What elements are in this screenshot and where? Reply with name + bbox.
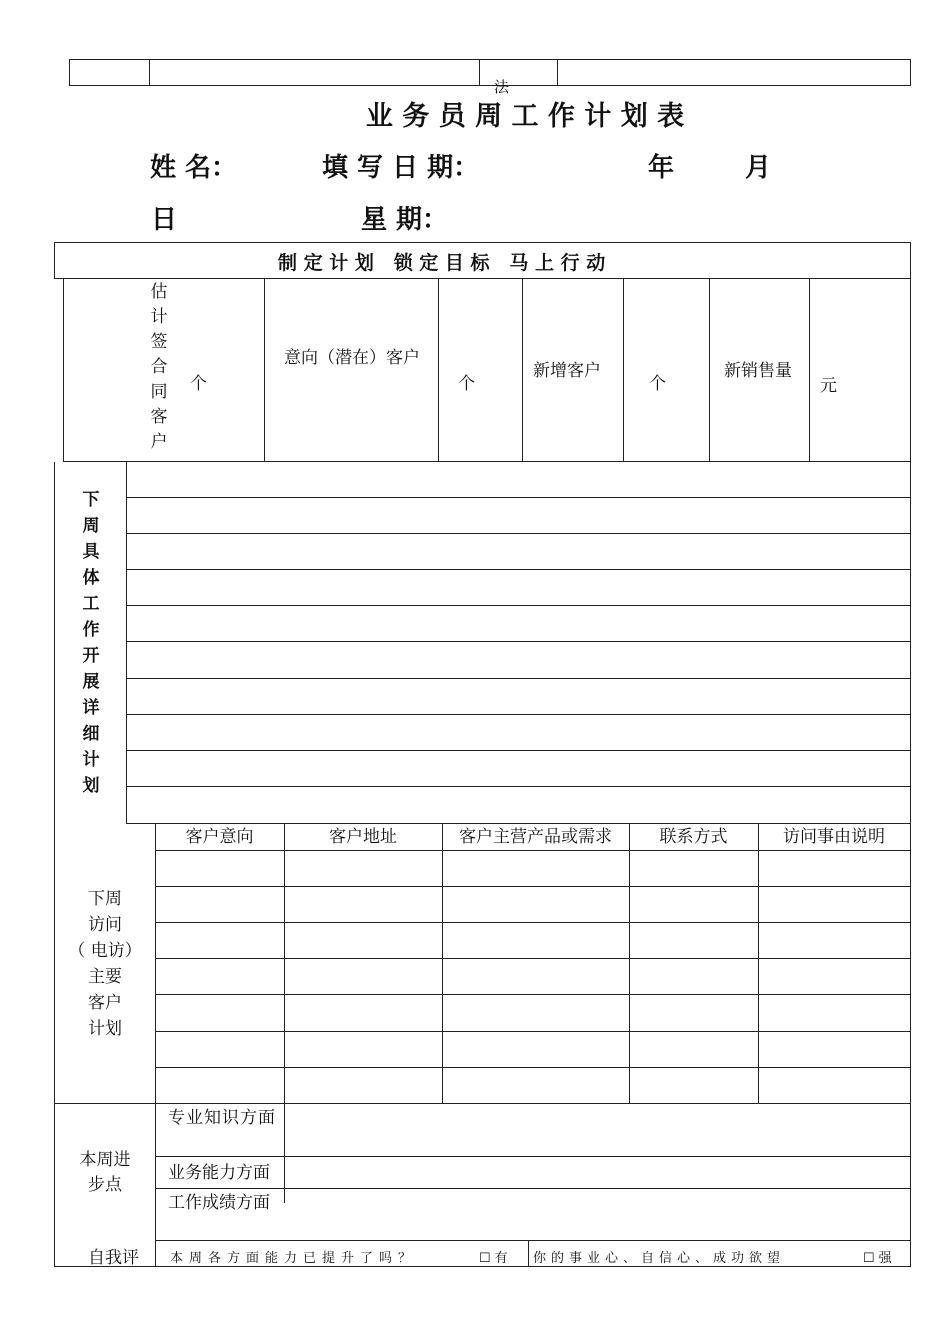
name-label: 姓 名： [150,153,238,183]
new-sales-unit: 元 [820,376,837,396]
progress-results: 工作成绩方面 [168,1193,270,1213]
new-customer-label: 新增客户 [533,361,601,381]
sign-contract-label: 估 计 签 合 同 客 户 [150,282,168,452]
col-customer-address: 客户地址 [329,827,397,847]
top-fragment-text: 法 [494,78,510,96]
self-eval-q2-box: ☐强 [863,1251,896,1266]
banner-text: 制 定 计 划 锁 定 目 标 马 上 行 动 [278,252,606,274]
self-eval-label: 自我评 [88,1248,139,1268]
work-plan-label: 下 周 具 体 工 作 开 展 详 细 计 划 [82,490,100,796]
self-eval-q1: 本周各方面能力已提升了吗？ [170,1251,418,1266]
intent-label: 意向（潜在）客户 [284,348,420,368]
day-label: 日 [151,205,178,235]
col-customer-intent: 客户意向 [185,827,254,847]
sign-unit: 个 [190,374,207,394]
self-eval-q1-box: ☐有 [479,1251,512,1266]
new-customer-unit: 个 [649,374,666,394]
year-label: 年 [648,153,675,183]
col-contact: 联系方式 [659,827,728,847]
month-label: 月 [745,153,772,183]
col-customer-products: 客户主营产品或需求 [459,827,612,847]
weekday-label: 星 期： [361,205,449,235]
progress-ability: 业务能力方面 [168,1163,270,1183]
new-sales-label: 新销售量 [724,361,792,381]
intent-unit: 个 [458,374,475,394]
progress-knowledge: 专业知识方面 [168,1108,276,1128]
self-eval-q2: 你的事业心、自信心、成功欲望 [533,1251,786,1266]
visit-plan-label: 下周 访问 （ 电访） 主要 客户 计划 [68,889,142,1039]
top-fragment-row [69,59,911,86]
progress-label: 本周进 步点 [79,1150,131,1195]
page-title: 业 务 员 周 工 作 计 划 表 [365,101,685,132]
col-visit-reason: 访问事由说明 [783,827,885,847]
date-label: 填 写 日 期： [322,153,480,183]
